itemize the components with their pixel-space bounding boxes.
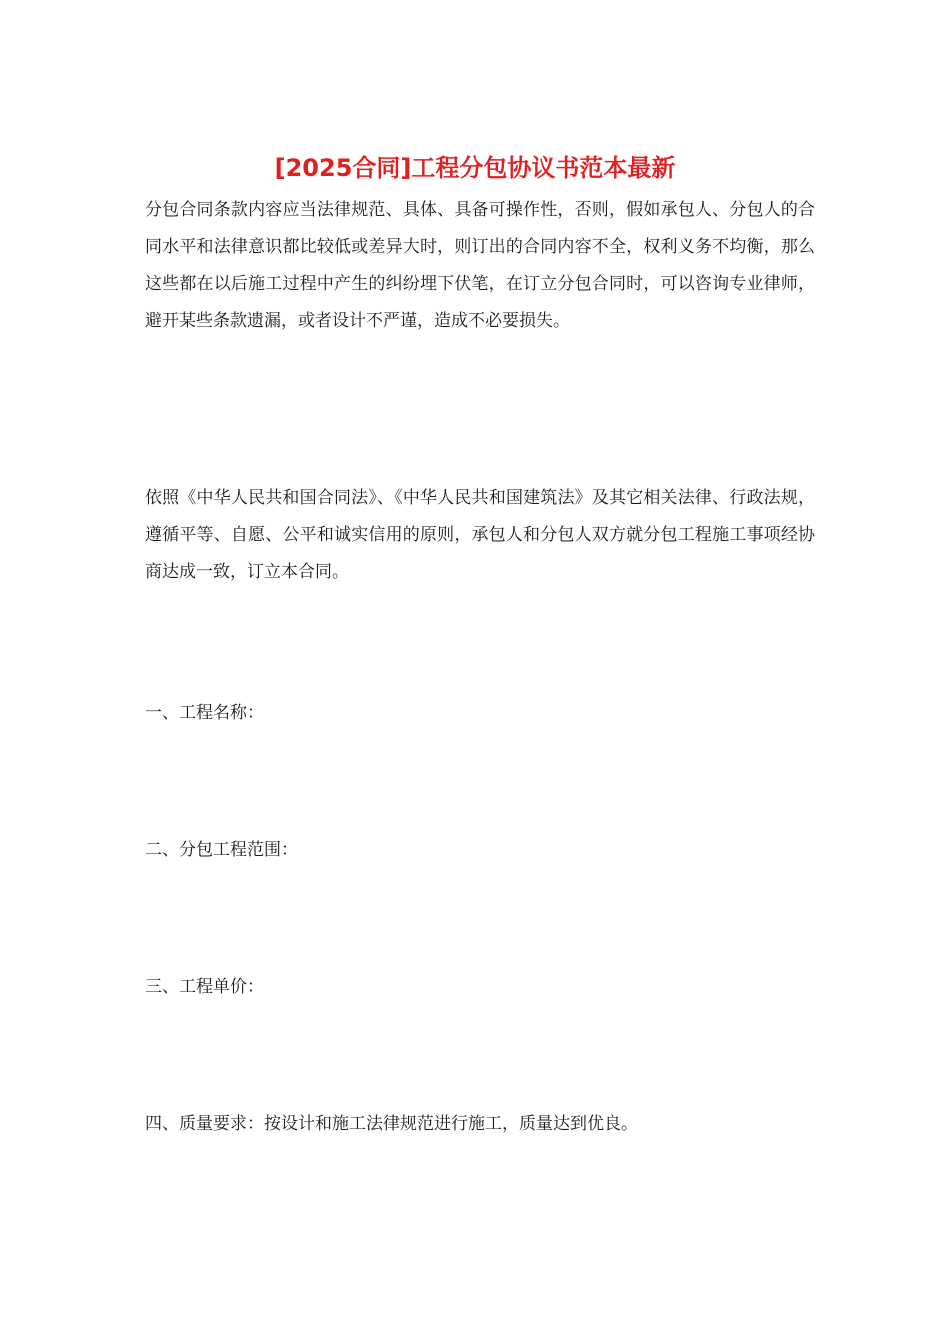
section-project-name: 一、工程名称：: [145, 703, 264, 723]
section-subcontract-scope: 二、分包工程范围：: [145, 840, 298, 860]
document-title: [2025合同]工程分包协议书范本最新: [274, 154, 676, 182]
section-quality-requirements: 四、质量要求：按设计和施工法律规范进行施工，质量达到优良。: [145, 1114, 638, 1134]
section-unit-price: 三、工程单价：: [145, 977, 264, 997]
intro-paragraph: 分包合同条款内容应当法律规范、具体、具备可操作性，否则，假如承包人、分包人的合同水平和法律意识都比较低或差异大时，则订出的合同内容不全，权利义务不均衡，那么这些都在以后施工过程中产生的纠纷埋下伏笔，在订立分包合同时，可以咨询专业律师，避开某些条款遗漏，或者设计不严谨，造成不必要损失。: [145, 200, 815, 331]
legal-basis-paragraph: 依照《中华人民共和国合同法》、《中华人民共和国建筑法》及其它相关法律、行政法规，遵循平等、自愿、公平和诚实信用的原则，承包人和分包人双方就分包工程施工事项经协商达成一致，订立本合同。: [145, 488, 815, 582]
